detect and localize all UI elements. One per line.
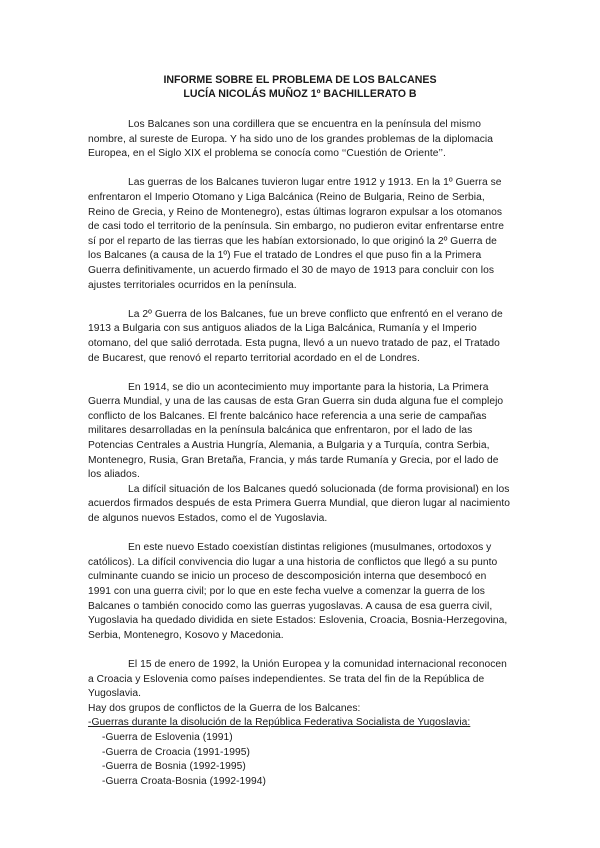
- paragraph-world-war: En 1914, se dio un acontecimiento muy importante para la historia, La Primera Guerra Mundial, y una de las causas de esta Gran Guerra sin duda alguna fue el complejo conflicto de los Balcanes. El frente balcánico hace referencia a una serie de campañas militares desarrolladas en la península balcánica que enfrentaron, por el lado de las Potencias Centrales a Austria Hungría, Alemania, a Bulgaria y a Turquía, contra Serbia, Montenegro, Rusia, Gran Bretaña, Francia, y más tarde Rumanía y Grecia, por el lado de los aliados.: [88, 381, 504, 481]
- paragraph-situation: La difícil situación de los Balcanes quedó solucionada (de forma provisional) en los acuerdos firmados después de esta Primera Guerra Mundial, que dieron lugar al nacimiento de algunos nuevos Estados, como el de Yugoslavia.: [88, 483, 511, 525]
- list-item: -Guerra Croata-Bosnia (1992-1994): [102, 775, 267, 787]
- paragraph-yugoslavia: En este nuevo Estado coexistían distintas religiones (musulmanes, ortodoxos y católicos). La difícil convivencia dio lugar a una historia de conflictos que llegó a su punto culminante cuando se inicio un proceso de descomposición interna que desembocó en 1991 con una guerra civil; por lo que en este fecha vuelve a comenzar la guerra de los Balcanes o también conocido como las guerras yugoslavas. A causa de esa guerra civil, Yugoslavia ha quedado dividida en siete Estados: Eslovenia, Croacia, Bosnia-Herzegovina, Serbia, Montenegro, Kosovo y Macedonia.: [88, 542, 508, 641]
- title-line-1: INFORME SOBRE EL PROBLEMA DE LOS BALCANES: [163, 74, 437, 86]
- paragraph-intro: Los Balcanes son una cordillera que se encuentra en la península del mismo nombre, al sureste de Europa. Y ha sido uno de los grandes problemas de la diplomacia Europea, en el Siglo XIX el problema se conocía como ‘‘Cuestión de Oriente’’.: [88, 119, 494, 160]
- report-title: [88, 73, 512, 101]
- conflict-list: [88, 731, 512, 789]
- paragraph-second-war: La 2º Guerra de los Balcanes, fue un breve conflicto que enfrentó en el verano de 1913 a Bulgaria con sus antiguos aliados de la Liga Balcánica, Rumanía y el Imperio otomano, del que salió derrotada. Esta pugna, llevó a un nuevo tratado de paz, el Tratado de Bucarest, que renovó el reparto territorial acordado en el de Londres.: [88, 308, 503, 364]
- list-item: -Guerra de Croacia (1991-1995): [102, 746, 250, 758]
- list-item: -Guerra de Eslovenia (1991): [102, 731, 233, 743]
- list-item: -Guerra de Bosnia (1992-1995): [102, 761, 246, 773]
- paragraph-balkan-wars: Las guerras de los Balcanes tuvieron lugar entre 1912 y 1913. En la 1º Guerra se enfrentaron el Imperio Otomano y Liga Balcánica (Reino de Bulgaria, Reino de Serbia, Reino de Grecia, y Reino de Montenegro), estas últimas lograron expulsar a los otomanos de casi todo el territorio de la península. Sin embargo, no pudieron evitar enfrentarse entre sí por el reparto de las tierras que les habían extorsionado, lo que originó la 2º Guerra de los Balcanes (a causa de la 1º) Fue el tratado de Londres el que puso fin a la Primera Guerra definitivamente, un acuerdo firmado el 30 de mayo de 1913 para concluir con los ajustes territoriales ocurridos en la península.: [88, 177, 505, 291]
- groups-intro: Hay dos grupos de conflictos de la Guerra de los Balcanes:: [88, 702, 361, 714]
- group-heading: -Guerras durante la disolución de la República Federativa Socialista de Yugoslavia:: [88, 717, 471, 729]
- title-line-2: LUCÍA NICOLÁS MUÑOZ 1º BACHILLERATO B: [183, 88, 417, 100]
- report-body: [88, 118, 512, 789]
- paragraph-independence: El 15 de enero de 1992, la Unión Europea y la comunidad internacional reconocen a Croacia y Eslovenia como países independientes. Se trata del fin de la República de Yugoslavia.: [88, 658, 507, 700]
